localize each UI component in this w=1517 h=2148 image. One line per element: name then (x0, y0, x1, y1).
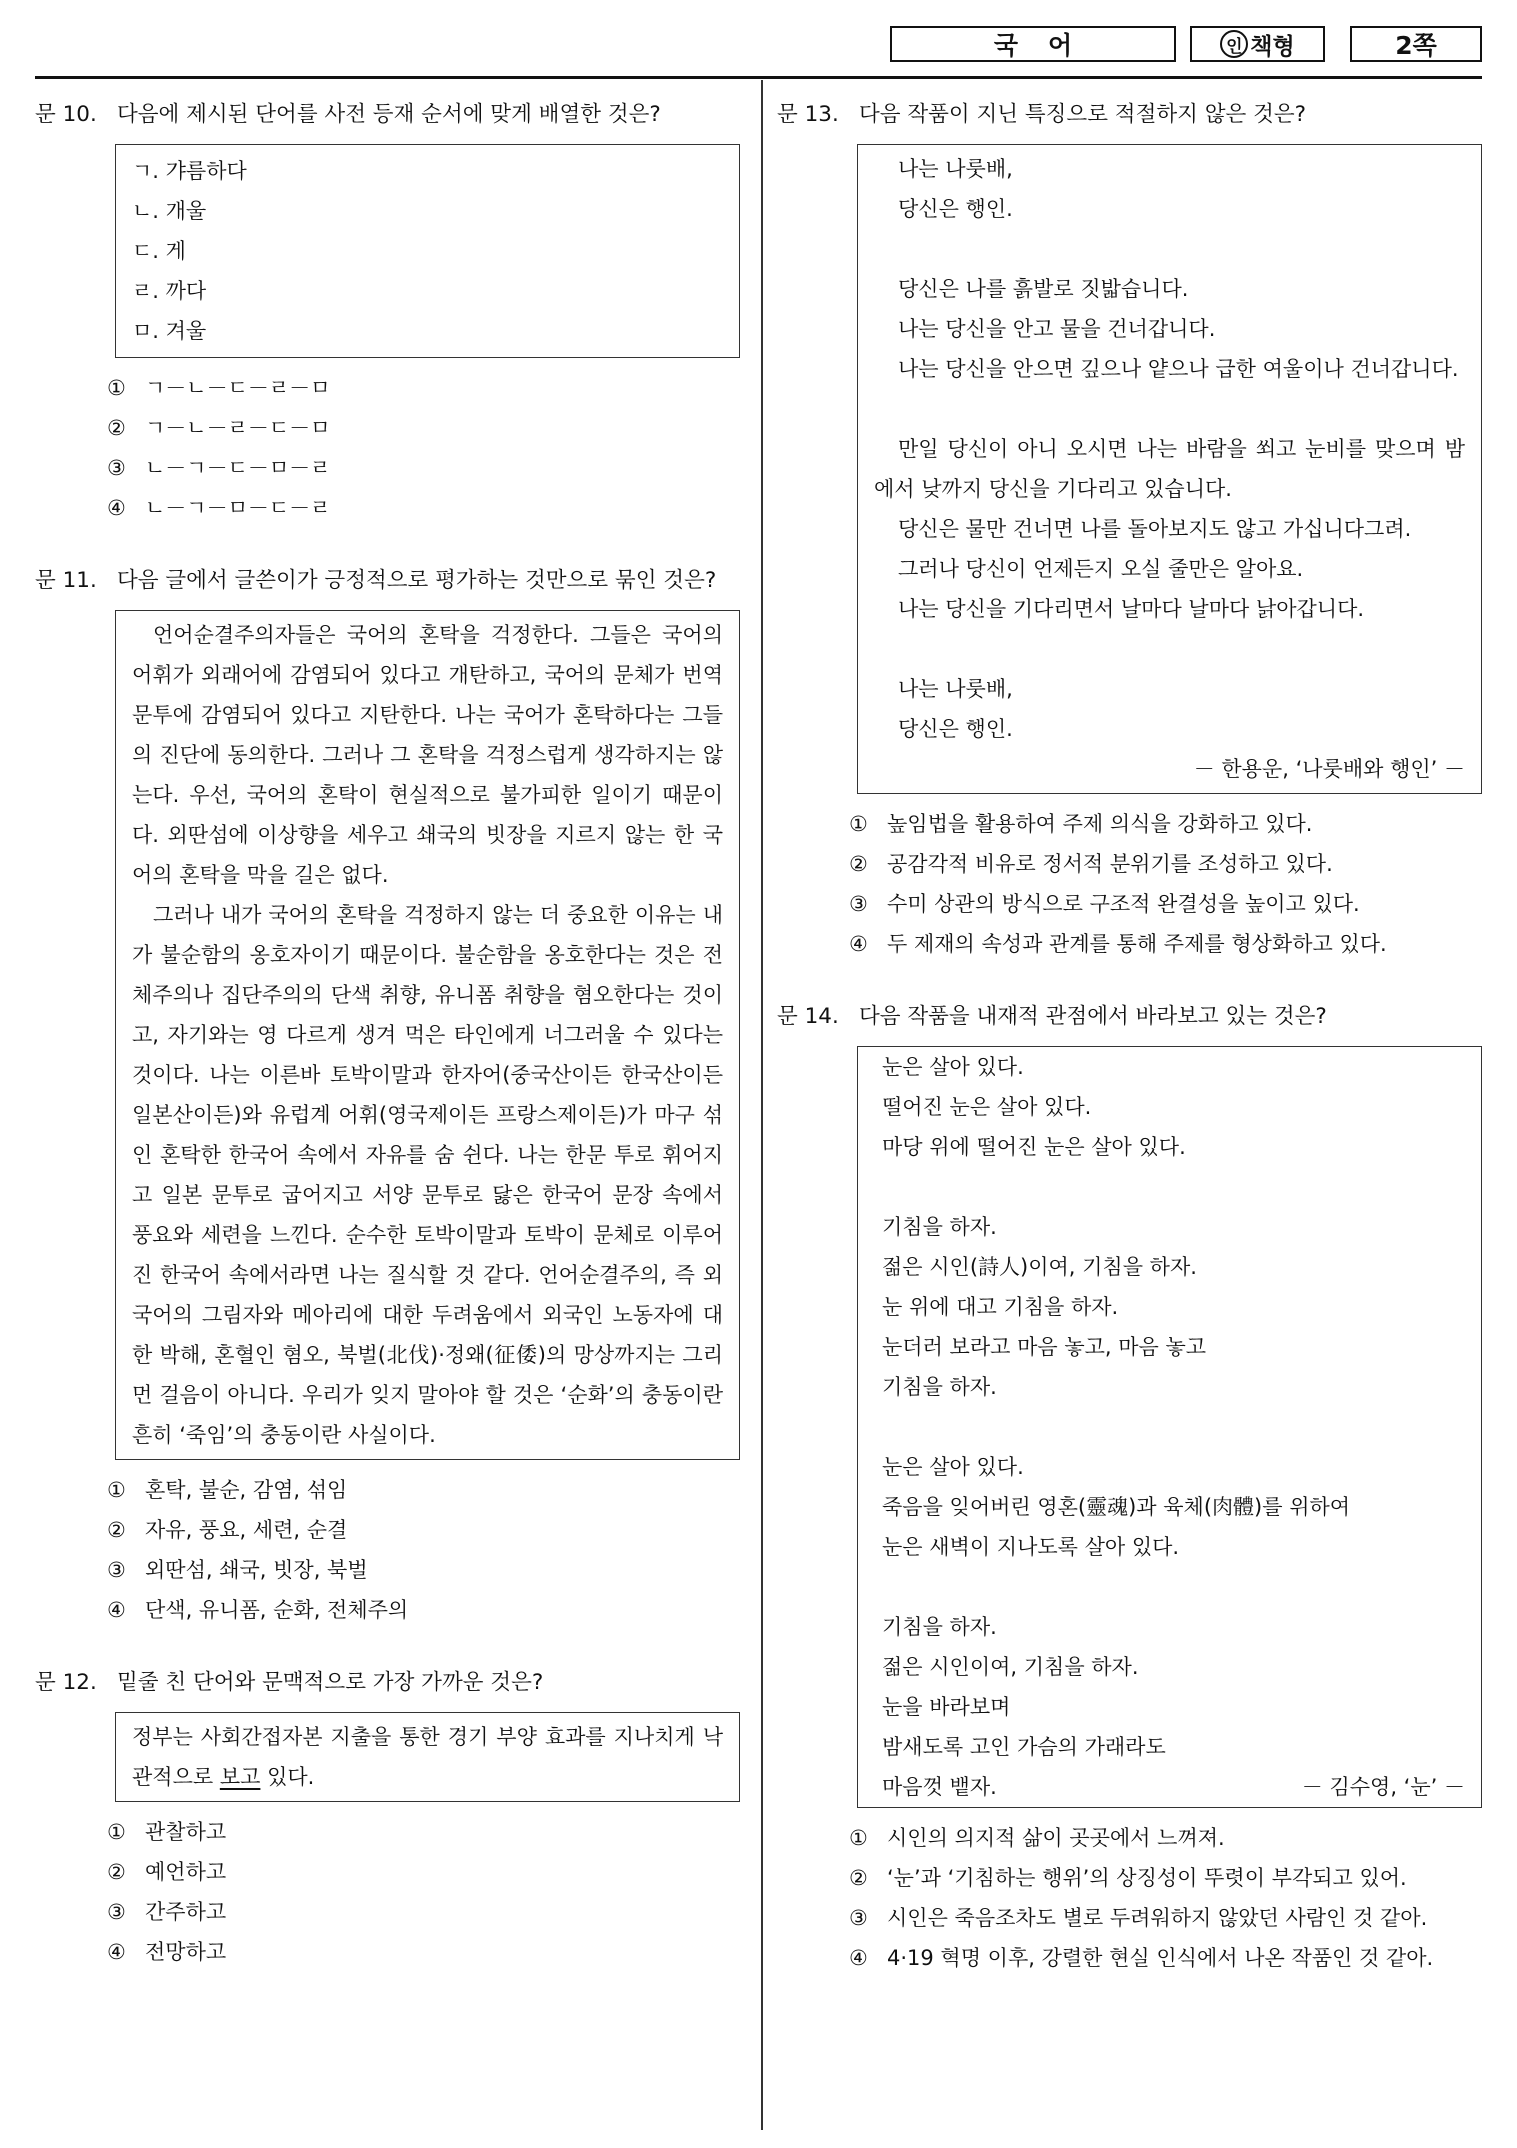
word-item: ㄱ. 갸름하다 (132, 159, 247, 183)
poem-line: 나는 당신을 기다리면서 날마다 날마다 낡아갑니다. (898, 597, 1365, 621)
booklet-type-label: 책형 (1250, 33, 1295, 60)
question-number: 문 12. (35, 1670, 97, 1695)
option-4[interactable]: ④ 단색, 유니폼, 순화, 전체주의 (107, 1598, 409, 1622)
question-11-title (35, 566, 745, 596)
poem-line: 눈을 바라보며 (882, 1695, 1011, 1719)
question-13-options (849, 804, 1482, 964)
subject-box (890, 26, 1176, 62)
question-11-passage (115, 610, 740, 1460)
option-3[interactable]: ③ 간주하고 (107, 1900, 227, 1924)
question-13-poem (857, 144, 1482, 794)
option-1[interactable]: ① 관찰하고 (107, 1820, 227, 1844)
poem-line: 눈은 살아 있다. (882, 1455, 1024, 1479)
poem-line: 기침을 하자. (882, 1215, 997, 1239)
poem-line: 당신은 나를 흙발로 짓밟습니다. (898, 277, 1189, 301)
booklet-type-box (1190, 26, 1325, 62)
question-11-options (107, 1470, 745, 1630)
question-10-box (115, 144, 740, 358)
question-14-title (777, 1002, 1482, 1032)
poem-line: 기침을 하자. (882, 1615, 997, 1639)
poem-credit: － 한용운, ‘나룻배와 행인’ － (1193, 757, 1465, 781)
passage-paragraph-2: 그러나 내가 국어의 혼탁을 걱정하지 않는 더 중요한 이유는 내가 불순함의 옹호자이기 때문이다. 불순함을 옹호한다는 것은 전체주의나 집단주의의 단색 취향, 유니폼 취향을 혐오한다는 것이고, 자기와는 영 다르게 생겨 먹은 타인에게 너그러울 수 있다는 것이다. 나는 이른바 토박이말과 한자어(중국산이든 한국산이든 일본산이든)와 유럽계 어휘(영국제이든 프랑스제이든)가 마구 섞인 혼탁한 한국어 속에서 자유를 숨 쉰다. 나는 한문 투로 휘어지고 일본 문투로 굽어지고 서양 문투로 닳은 한국어 문장 속에서 풍요와 세련을 느낀다. 순수한 토박이말과 토박이 문체로 이루어진 한국어 속에서라면 나는 질식할 것 같다. 언어순결주의, 즉 외국어의 그림자와 메아리에 대한 두려움에서 외국인 노동자에 대한 박해, 혼혈인 혐오, 북벌(北伐)·정왜(征倭)의 망상까지는 그리 먼 걸음이 아니다. 우리가 잊지 말아야 할 것은 ‘순화’의 충동이란 흔히 ‘죽임’의 충동이란 사실이다. (132, 903, 723, 1447)
poem-line: 나는 당신을 안으면 깊으나 얕으나 급한 여울이나 건너갑니다. (898, 357, 1459, 381)
option-2[interactable]: ② 공감각적 비유로 정서적 분위기를 조성하고 있다. (849, 852, 1333, 876)
option-1[interactable]: ① 높임법을 활용하여 주제 의식을 강화하고 있다. (849, 812, 1313, 836)
option-2[interactable]: ② 예언하고 (107, 1860, 227, 1884)
question-number: 문 13. (777, 102, 839, 127)
question-10-title (35, 100, 745, 130)
option-1[interactable]: ① ㄱ－ㄴ－ㄷ－ㄹ－ㅁ (107, 376, 331, 400)
column-divider (761, 80, 763, 2130)
poem-line: 마음껏 뱉자. (882, 1775, 997, 1799)
option-3[interactable]: ③ 수미 상관의 방식으로 구조적 완결성을 높이고 있다. (849, 892, 1360, 916)
option-3[interactable]: ③ 외딴섬, 쇄국, 빗장, 북벌 (107, 1558, 368, 1582)
subject-label: 국어 (993, 31, 1103, 60)
question-text: 다음 글에서 글쓴이가 긍정적으로 평가하는 것만으로 묶인 것은? (117, 568, 717, 593)
option-4[interactable]: ④ 두 제재의 속성과 관계를 통해 주제를 형상화하고 있다. (849, 932, 1387, 956)
poem-line: 떨어진 눈은 살아 있다. (882, 1095, 1092, 1119)
question-13 (777, 100, 1482, 964)
poem-line: 젊은 시인이여, 기침을 하자. (882, 1655, 1139, 1679)
left-column (35, 100, 745, 1972)
option-3[interactable]: ③ 시인은 죽음조차도 별로 두려워하지 않았던 사람인 것 같아. (849, 1906, 1428, 1930)
option-2[interactable]: ② ‘눈’과 ‘기침하는 행위’의 상징성이 뚜렷이 부각되고 있어. (849, 1866, 1407, 1890)
option-3[interactable]: ③ ㄴ－ㄱ－ㄷ－ㅁ－ㄹ (107, 456, 331, 480)
word-item: ㄴ. 개울 (132, 199, 207, 223)
poem-line: 당신은 행인. (898, 197, 1013, 221)
poem-line: 당신은 물만 건너면 나를 돌아보지도 않고 가십니다그려. (898, 517, 1412, 541)
option-2[interactable]: ② 자유, 풍요, 세련, 순결 (107, 1518, 348, 1542)
poem-line: 당신은 행인. (898, 717, 1013, 741)
question-14-poem (857, 1046, 1482, 1808)
poem-line: 눈 위에 대고 기침을 하자. (882, 1295, 1119, 1319)
question-10 (35, 100, 745, 528)
page-number: 2쪽 (1395, 31, 1437, 60)
poem-line: 밤새도록 고인 가슴의 가래라도 (882, 1735, 1166, 1759)
option-1[interactable]: ① 시인의 의지적 삶이 곳곳에서 느껴져. (849, 1826, 1225, 1850)
option-4[interactable]: ④ 전망하고 (107, 1940, 227, 1964)
question-text: 다음에 제시된 단어를 사전 등재 순서에 맞게 배열한 것은? (117, 102, 661, 127)
passage-paragraph-1: 언어순결주의자들은 국어의 혼탁을 걱정한다. 그들은 국어의 어휘가 외래어에 감염되어 있다고 개탄하고, 국어의 문체가 번역 문투에 감염되어 있다고 지탄한다. 나는 국어가 혼탁하다는 그들의 진단에 동의한다. 그러나 그 혼탁을 걱정스럽게 생각하지는 않는다. 우선, 국어의 혼탁이 현실적으로 불가피한 일이기 때문이다. 외딴섬에 이상향을 세우고 쇄국의 빗장을 지르지 않는 한 국어의 혼탁을 막을 길은 없다. (132, 623, 723, 887)
header-rule (35, 76, 1482, 79)
poem-line: 눈은 새벽이 지나도록 살아 있다. (882, 1535, 1180, 1559)
poem-line: 그러나 당신이 언제든지 오실 줄만은 알아요. (898, 557, 1304, 581)
option-1[interactable]: ① 혼탁, 불순, 감염, 섞임 (107, 1478, 348, 1502)
question-14-options (849, 1818, 1482, 1978)
question-12-box (115, 1712, 740, 1802)
option-4[interactable]: ④ ㄴ－ㄱ－ㅁ－ㄷ－ㄹ (107, 496, 331, 520)
question-10-options (107, 368, 745, 528)
poem-line: 나는 나룻배, (898, 157, 1013, 181)
poem-line: 나는 당신을 안고 물을 건너갑니다. (898, 317, 1216, 341)
option-2[interactable]: ② ㄱ－ㄴ－ㄹ－ㄷ－ㅁ (107, 416, 331, 440)
booklet-type-mark: 인 (1220, 30, 1248, 58)
question-number: 문 10. (35, 102, 97, 127)
word-item: ㄹ. 까다 (132, 279, 207, 303)
question-13-title (777, 100, 1482, 130)
question-number: 문 14. (777, 1004, 839, 1029)
poem-line: 젊은 시인(詩人)이여, 기침을 하자. (882, 1255, 1197, 1279)
poem-line: 눈더러 보라고 마음 놓고, 마음 놓고 (882, 1335, 1207, 1359)
poem-line: 눈은 살아 있다. (882, 1055, 1024, 1079)
poem-line: 만일 당신이 아니 오시면 나는 바람을 쐬고 눈비를 맞으며 밤에서 낮까지 당신을 기다리고 있습니다. (874, 437, 1465, 501)
right-column (777, 100, 1482, 1978)
poem-line: 죽음을 잊어버린 영혼(靈魂)과 육체(肉體)를 위하여 (882, 1495, 1351, 1519)
poem-line: 마당 위에 떨어진 눈은 살아 있다. (882, 1135, 1186, 1159)
example-sentence: 정부는 사회간접자본 지출을 통한 경기 부양 효과를 지나치게 낙관적으로 보고 있다. (132, 1725, 723, 1789)
question-14 (777, 1002, 1482, 1978)
word-item: ㅁ. 겨울 (132, 319, 207, 343)
word-item: ㄷ. 게 (132, 239, 186, 263)
question-12 (35, 1668, 745, 1972)
question-number: 문 11. (35, 568, 97, 593)
question-11 (35, 566, 745, 1630)
poem-line: 나는 나룻배, (898, 677, 1013, 701)
question-text: 다음 작품을 내재적 관점에서 바라보고 있는 것은? (859, 1004, 1327, 1029)
poem-credit: － 김수영, ‘눈’ － (1301, 1775, 1465, 1799)
question-text: 밑줄 친 단어와 문맥적으로 가장 가까운 것은? (117, 1670, 544, 1695)
option-4[interactable]: ④ 4·19 혁명 이후, 강렬한 현실 인식에서 나온 작품인 것 같아. (849, 1946, 1434, 1970)
question-12-title (35, 1668, 745, 1698)
underlined-word: 보고 (219, 1765, 261, 1789)
poem-line: 기침을 하자. (882, 1375, 997, 1399)
page-number-box (1350, 26, 1482, 62)
question-12-options (107, 1812, 745, 1972)
question-text: 다음 작품이 지닌 특징으로 적절하지 않은 것은? (859, 102, 1307, 127)
